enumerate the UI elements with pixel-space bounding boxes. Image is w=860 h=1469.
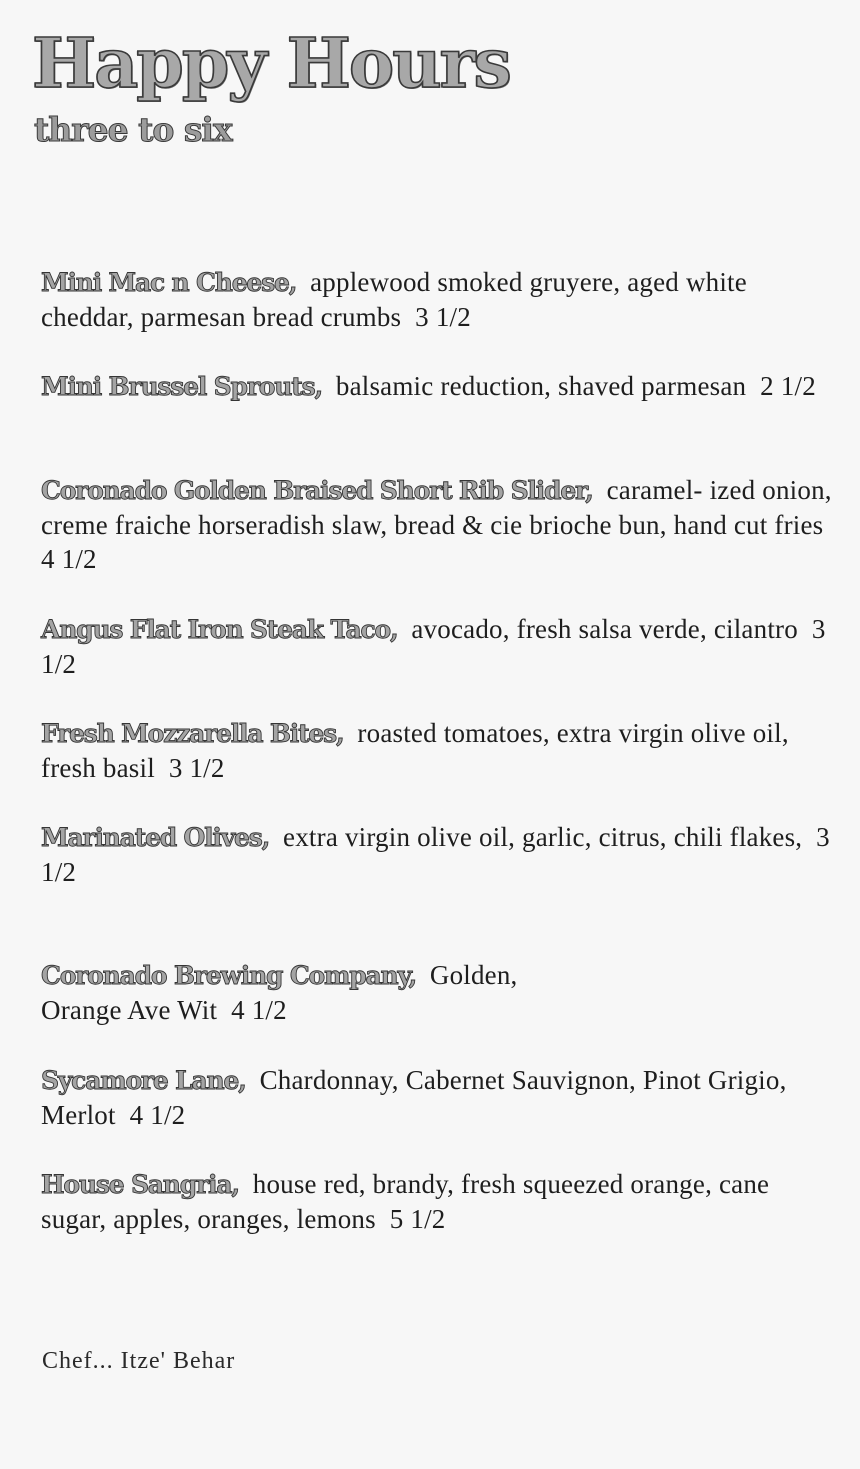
item-price: 2 1/2 — [760, 371, 816, 401]
menu-item-marinated-olives — [41, 820, 841, 889]
item-name: Mini Mac n Cheese, — [41, 268, 297, 297]
item-description: balsamic reduction, shaved parmesan — [335, 371, 747, 401]
item-description: Chardonnay, Cabernet Sauvignon, Pinot Grigio, Merlot — [41, 1065, 787, 1130]
item-name: Coronado Golden Braised Short Rib Slider, — [41, 476, 593, 505]
menu-subtitle: three to six — [34, 110, 232, 149]
item-name: Sycamore Lane, — [41, 1066, 246, 1095]
item-name: Mini Brussel Sprouts, — [41, 372, 322, 401]
item-price: 3 1/2 — [41, 822, 830, 887]
item-description: extra virgin olive oil, garlic, citrus, chili flakes, — [283, 822, 803, 852]
item-description: Golden, — [429, 960, 518, 990]
menu-item-house-sangria — [41, 1167, 841, 1236]
item-price: 4 1/2 — [41, 544, 97, 574]
item-price: 4 1/2 — [129, 1100, 186, 1130]
menu-item-mozzarella-bites — [41, 716, 841, 785]
item-price: 3 1/2 — [41, 614, 826, 679]
menu-item-coronado-brewing — [41, 958, 841, 1027]
menu-item-sycamore-lane — [41, 1063, 841, 1132]
item-name: House Sangria, — [41, 1170, 239, 1199]
item-price: 5 1/2 — [389, 1204, 446, 1234]
item-description: caramel- ized onion, creme fraiche horseradish slaw, bread & cie brioche bun, hand cut fries — [41, 475, 832, 540]
menu-item-mini-mac-n-cheese — [41, 265, 841, 334]
item-price: 4 1/2 — [231, 995, 287, 1025]
menu-item-steak-taco — [41, 612, 841, 681]
item-name: Coronado Brewing Company, — [41, 961, 416, 990]
menu-item-short-rib-slider — [41, 473, 841, 576]
menu-item-mini-brussel-sprouts — [41, 369, 841, 404]
item-description: house red, brandy, fresh squeezed orange, cane sugar, apples, oranges, lemons — [41, 1169, 770, 1234]
item-description: roasted tomatoes, extra virgin olive oil, fresh basil — [41, 718, 789, 783]
chef-credit: Chef... Itze' Behar — [42, 1348, 236, 1374]
item-description: applewood smoked gruyere, aged white cheddar, parmesan bread crumbs — [41, 267, 747, 332]
menu-title: Happy Hours — [32, 24, 510, 104]
item-name: Angus Flat Iron Steak Taco, — [41, 615, 398, 644]
item-name: Marinated Olives, — [41, 823, 270, 852]
item-price: 3 1/2 — [168, 753, 225, 783]
item-price: 3 1/2 — [415, 302, 471, 332]
item-name: Fresh Mozzarella Bites, — [41, 719, 344, 748]
item-description: avocado, fresh salsa verde, cilantro — [411, 614, 798, 644]
item-description-line2: Orange Ave Wit — [41, 995, 218, 1025]
